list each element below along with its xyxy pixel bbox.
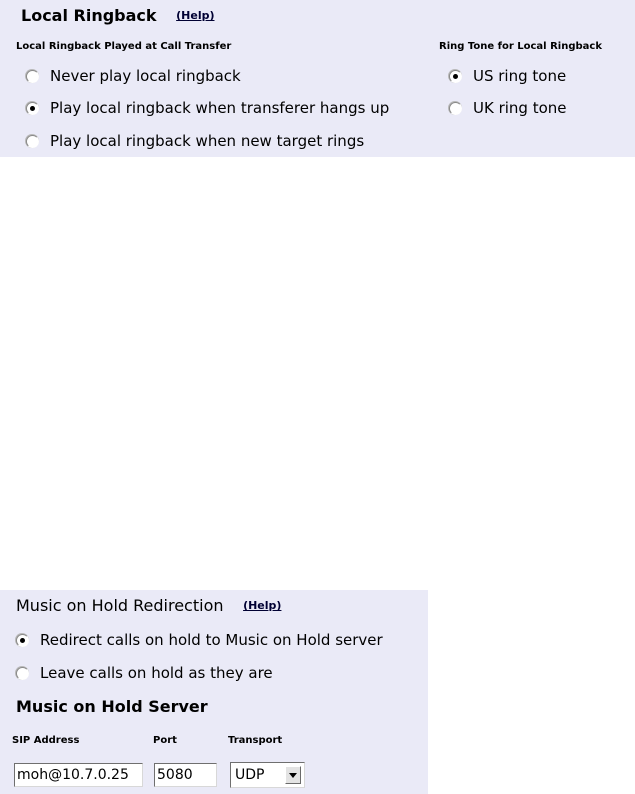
transport-select[interactable] [230,762,305,788]
radio-label: US ring tone [473,67,567,85]
radio-button-unchecked[interactable] [16,667,29,680]
radio-play-when-transferer-hangs-up[interactable] [26,97,389,119]
radio-label: Leave calls on hold as they are [40,664,273,682]
music-on-hold-help-link[interactable]: (Help) [243,599,282,612]
radio-leave-calls-on-hold[interactable] [16,662,273,684]
radio-label: UK ring tone [473,99,567,117]
radio-label: Play local ringback when new target rings [50,132,365,150]
moh-server-title: Music on Hold Server [16,697,208,716]
local-ringback-help-link[interactable]: (Help) [176,9,215,22]
radio-button-unchecked[interactable] [449,102,462,115]
port-label: Port [153,735,177,746]
radio-button-unchecked[interactable] [26,70,39,83]
local-ringback-title-text: Local Ringback [21,6,157,25]
radio-label: Never play local ringback [50,67,241,85]
radio-us-ring-tone[interactable] [449,65,566,87]
sip-address-label: SIP Address [12,735,80,746]
transport-label: Transport [228,735,283,746]
radio-label: Redirect calls on hold to Music on Hold server [40,631,383,649]
transport-select-value: UDP [235,767,265,783]
radio-never-play-ringback[interactable] [26,65,241,87]
sip-address-input[interactable] [14,763,143,787]
radio-button-checked[interactable] [449,70,462,83]
radio-button-checked[interactable] [16,634,29,647]
dropdown-button[interactable] [285,766,301,784]
ring-tone-label: Ring Tone for Local Ringback [439,41,602,52]
radio-play-when-target-rings[interactable] [26,130,364,152]
played-at-transfer-label: Local Ringback Played at Call Transfer [16,41,232,52]
chevron-down-icon [289,773,297,778]
music-on-hold-title [16,596,281,616]
port-input[interactable] [154,763,217,787]
radio-label: Play local ringback when transferer hangs up [50,99,390,117]
radio-uk-ring-tone[interactable] [449,97,567,119]
radio-button-checked[interactable] [26,102,39,115]
music-on-hold-panel [0,590,428,794]
music-on-hold-title-text: Music on Hold Redirection [16,596,224,615]
radio-redirect-to-moh-server[interactable] [16,629,383,651]
local-ringback-title [21,6,215,26]
local-ringback-panel [0,0,635,157]
radio-button-unchecked[interactable] [26,135,39,148]
